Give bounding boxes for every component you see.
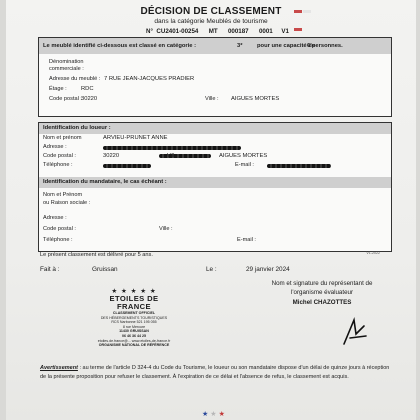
stamp-line-2: DES HÉBERGEMENTS TOURISTIQUES [100, 315, 168, 320]
agent-email-label: E-mail : [237, 237, 256, 243]
handwritten-signature [340, 316, 370, 348]
stamp-line-7: etoiles.de.france@... www.etoiles-de-france.fr [97, 338, 171, 343]
stamp-brand: ETOILES DE FRANCE [109, 294, 159, 311]
footer-star-blue: ★ [202, 411, 211, 418]
warning-paragraph [40, 364, 390, 381]
agent-phone-label: Téléphone : [43, 237, 73, 243]
footer-star-red: ★ [218, 411, 227, 418]
agent-postal-label: Code postal : [43, 226, 76, 232]
owner-email-label: E-mail : [235, 162, 254, 168]
address-label: Adresse du meublé : [49, 76, 101, 82]
owner-city-label: Ville : [167, 153, 181, 159]
denomination-label: Dénomination [49, 59, 84, 65]
validity-notice: Le présent classement est délivré pour 5 ans. [40, 252, 153, 258]
brand-logo-fragment [294, 0, 320, 4]
meuble-statement-row [39, 38, 391, 54]
identification-section [38, 122, 392, 252]
agent-city-label: Ville : [159, 226, 173, 232]
postal-code-value: 30220 [81, 96, 98, 102]
stamp-line-3: RCS Narbonne 521 195 055 [111, 320, 157, 325]
owner-city-value: AIGUES MORTES [219, 153, 268, 159]
meuble-section [38, 37, 392, 117]
redacted-phone [103, 164, 151, 168]
loueur-header: Identification du loueur : [39, 123, 391, 134]
address-value: 7 RUE JEAN-JACQUES PRADIER [104, 76, 195, 82]
agent-name-label-2: ou Raison sociale : [43, 200, 91, 206]
persons-value: 6 personnes. [307, 43, 343, 49]
agent-name-label: Nom et Prénom [43, 192, 83, 198]
stamp-line-5: 11430 GRUISSAN [119, 329, 149, 334]
fait-a-label: Fait à : [40, 266, 60, 273]
form-version: V1-2022 [366, 251, 380, 255]
classification-statement: Le meublé identifié ci-dessous est classé en catégorie : [43, 43, 197, 49]
stamp-line-4: 8 rue Mercure [122, 324, 146, 329]
organization-stamp [92, 288, 176, 348]
owner-name-value: ARVIEU-PRUNET ANNE [103, 135, 168, 141]
date-label: Le : [206, 266, 217, 273]
floor-value: RDC [81, 86, 94, 92]
signer-name: Michel CHAZOTTES [292, 299, 352, 306]
footer-star-grey: ★ [210, 411, 219, 418]
stamp-stars: ★ ★ ★ ★ ★ [111, 288, 157, 295]
mandataire-header: Identification du mandataire, le cas échéant : [39, 177, 391, 188]
signature-caption-line-1: Nom et signature du représentant de [271, 280, 373, 287]
date-value: 29 janvier 2024 [246, 266, 290, 273]
city-label: Ville : [205, 96, 219, 102]
owner-postal-value: 30220 [103, 153, 120, 159]
owner-postal-label: Code postal : [43, 153, 76, 159]
warning-text: : au terme de l'article D 324-4 du Code du Tourisme, le loueur ou son mandataire dispose d'un délai de quinze jours à réception de la présente proposition pour refuser le classement. À l'expiration de ce délai et l'absence de refus, le classement est acquis. [40, 365, 390, 380]
redacted-email [267, 164, 331, 168]
page-title: DÉCISION DE CLASSEMENT [140, 6, 282, 17]
capacity-label: pour une capacité de [257, 43, 315, 49]
postal-code-label: Code postal : [49, 96, 82, 102]
agent-address-label: Adresse : [43, 215, 67, 221]
city-value: AIGUES MORTES [231, 96, 280, 102]
stamp-line-8: ORGANISME NATIONAL DE RÉFÉRENCE [98, 343, 170, 348]
denomination-label-2: commerciale : [49, 66, 84, 72]
document-sheet [6, 0, 416, 420]
footer-stars [202, 410, 227, 418]
stamp-line-1: CLASSEMENT OFFICIEL [112, 311, 156, 315]
fait-a-value: Gruissan [92, 266, 118, 273]
owner-phone-label: Téléphone : [43, 162, 73, 168]
owner-name-label: Nom et prénom [43, 135, 82, 141]
floor-label: Étage : [49, 86, 67, 92]
page-subtitle: dans la catégorie Meublés de tourisme [154, 18, 268, 25]
signature-caption-line-2: l'organisme évaluateur [290, 289, 354, 296]
category-value: 3* [237, 43, 243, 49]
signature-caption [254, 279, 390, 297]
redacted-address [103, 146, 241, 150]
warning-keyword: Avertissement [40, 365, 78, 371]
reference-number: N° CU2401-00254 MT 000187 0001 V1 [146, 28, 289, 35]
owner-address-label: Adresse : [43, 144, 67, 150]
stamp-line-6: 06 46 36 44 25 [122, 333, 146, 338]
